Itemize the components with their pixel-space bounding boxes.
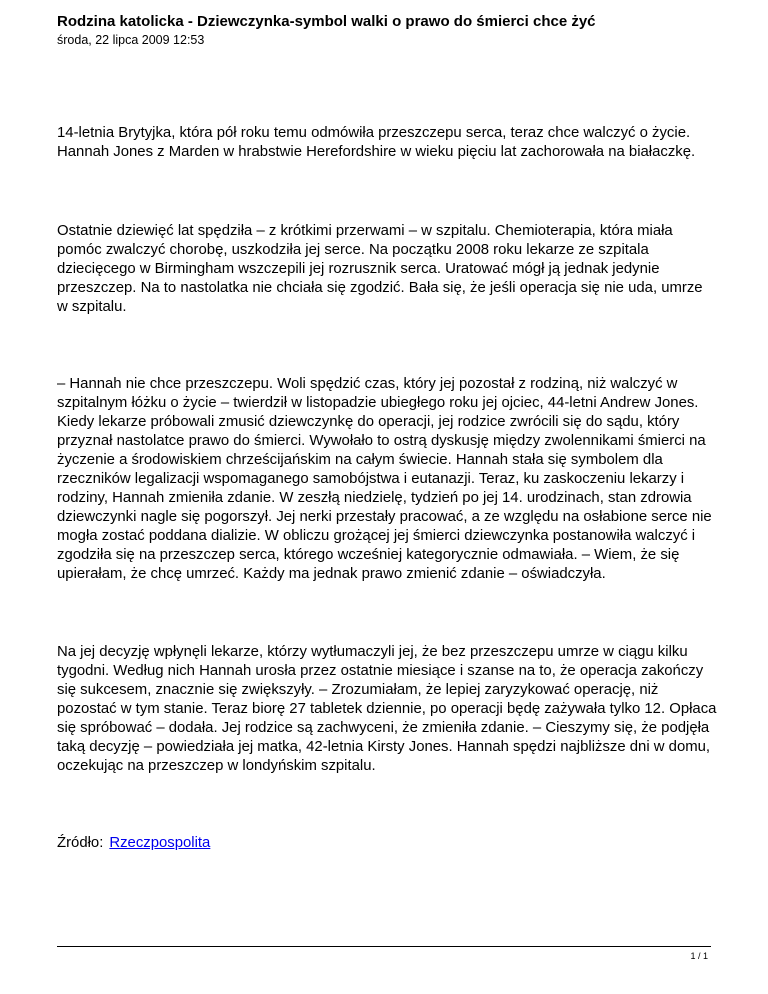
article-paragraph: 14-letnia Brytyjka, która pół roku temu odmówiła przeszczepu serca, teraz chce walczyć o życie. Hannah Jones z Marden w hrabstwie Herefordshire w wieku pięciu lat zachorowała na białaczkę. [57, 125, 696, 160]
article-title: Rodzina katolicka - Dziewczynka-symbol walki o prawo do śmierci chce żyć [57, 13, 596, 30]
article-paragraph: Ostatnie dziewięć lat spędziła – z krótkimi przerwami – w szpitalu. Chemioterapia, która miała pomóc zwalczyć chorobę, uszkodziła jej serce. Na początku 2008 roku lekarze ze szpitala dziecięcego w Birmingham wszczepili jej rozrusznik serca. Uratować mógł ją jednak jedynie przeszczep. Na to nastolatka nie chciała się zgodzić. Bała się, że jeśli operacja się nie uda, umrze w szpitalu. [57, 223, 703, 315]
source-line [57, 834, 717, 853]
article-paragraph: Na jej decyzję wpłynęli lekarze, którzy wytłumaczyli jej, że bez przeszczepu umrze w ciągu kilku tygodni. Według nich Hannah urosła przez ostatnie miesiące i szanse na to, że operacja zakończy się sukcesem, znacznie się zwiększyły. – Zrozumiałam, że lepiej zaryzykować operację, niż pozostać w tym stanie. Teraz biorę 27 tabletek dziennie, po operacji będę zażywała tylko 12. Opłaca się spróbować – dodała. Jej rodzice są zachwyceni, że zmieniła zdanie. – Cieszymy się, że podjęła taką decyzję – powiedziała jej matka, 42-letnia Kirsty Jones. Hannah spędzi najbliższe dni w domu, oczekując na przeszczep w londyńskim szpitalu. [57, 644, 717, 774]
footer-divider [57, 946, 711, 947]
source-link[interactable]: Rzeczpospolita [109, 835, 211, 851]
article-date: środa, 22 lipca 2009 12:53 [57, 33, 205, 47]
article-paragraph: – Hannah nie chce przeszczepu. Woli spędzić czas, który jej pozostał z rodziną, niż walczyć w szpitalnym łóżku o życie – twierdził w listopadzie ubiegłego roku jej ojciec, 44-letni Andrew Jones. Kiedy lekarze próbowali zmusić dziewczynkę do operacji, jej rodzice zwrócili się do sądu, który przyznał nastolatce prawo do śmierci. Wywołało to ostrą dyskusję między zwolennikami śmierci na życzenie a środowiskiem chrześcijańskim na całym świecie. Hannah stała się symbolem dla rzeczników legalizacji wspomaganego samobójstwa i eutanazji. Teraz, ku zaskoczeniu lekarzy i rodziny, Hannah zmieniła zdanie. W zeszłą niedzielę, tydzień po jej 14. urodzinach, stan zdrowia dziewczynki nagle się pogorszył. Jej nerki przestały pracować, a ze względu na osłabione serce nie mogła zostać poddana dializie. W obliczu grożącej jej śmierci dziewczynka postanowiła walczyć i zgodziła się na przeszczep serca, którego wcześniej kategorycznie odmawiała. – Wiem, że się upierałam, że chcę umrzeć. Każdy ma jednak prawo zmienić zdanie – oświadczyła. [57, 376, 712, 582]
article-body [57, 124, 717, 853]
source-label: Źródło: [57, 835, 104, 851]
page-header [57, 12, 717, 48]
page-number: 1 / 1 [690, 951, 708, 961]
